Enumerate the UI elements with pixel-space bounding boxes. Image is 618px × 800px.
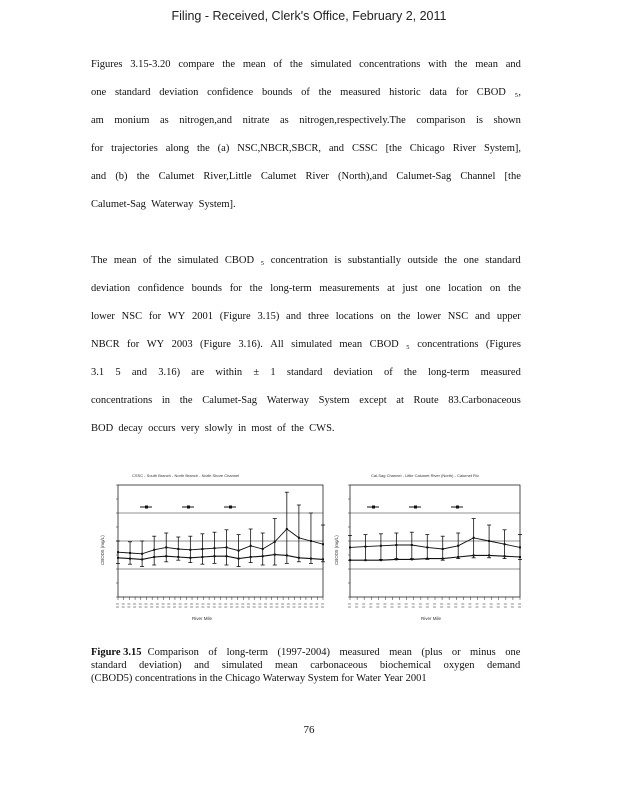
measured-mean-point	[504, 543, 506, 545]
word: confidence	[207, 87, 254, 98]
paragraph-line	[91, 359, 521, 387]
word: the	[249, 283, 263, 294]
word: the	[403, 367, 417, 378]
word: the	[158, 255, 172, 266]
word: carbonaceous	[310, 660, 368, 671]
word: concentrations	[417, 339, 479, 350]
simulated-mean-point	[322, 558, 324, 560]
simulated-mean-point	[189, 557, 191, 559]
measured-mean-point	[262, 548, 264, 550]
word: Calumet-Sag	[91, 199, 146, 210]
measured-mean-point	[349, 546, 351, 548]
word: on	[380, 311, 391, 322]
word: (Figure	[219, 311, 251, 322]
paragraph-line	[91, 247, 521, 275]
word: of	[143, 255, 152, 266]
word: 2001	[192, 311, 214, 322]
word: outside	[407, 255, 438, 266]
caption-line	[91, 659, 523, 672]
paragraph-line	[91, 135, 521, 163]
word: lower	[417, 311, 442, 322]
measured-mean-point	[201, 548, 203, 550]
simulated-mean-point	[380, 559, 382, 561]
paragraph-line	[91, 51, 521, 79]
word: ±	[253, 367, 260, 378]
word: (b)	[115, 171, 128, 182]
word: in	[238, 423, 247, 434]
word: are	[191, 367, 205, 378]
word: Waterway	[151, 199, 194, 210]
word: the	[291, 423, 304, 434]
word: River,Little	[203, 171, 252, 182]
word: Calumet-Sag	[202, 395, 258, 406]
word: BOD	[91, 423, 114, 434]
word: measured	[339, 647, 380, 658]
legend-marker	[456, 506, 459, 509]
word: (Figures	[485, 339, 521, 350]
paragraph-line	[91, 191, 521, 219]
word: except	[359, 395, 387, 406]
simulated-mean-point	[364, 559, 366, 561]
word: is	[334, 255, 342, 266]
measured-mean-point	[442, 548, 444, 550]
word: within	[215, 367, 243, 378]
word: simulated	[291, 339, 332, 350]
caption-line	[91, 646, 523, 659]
caption-line	[91, 672, 523, 685]
word: at	[396, 395, 404, 406]
word: mean	[275, 660, 298, 671]
chart-legend	[367, 506, 463, 509]
word: nitrogen,respectively.The	[299, 115, 406, 126]
word: measured	[340, 87, 381, 98]
word: the	[508, 283, 521, 294]
word: trajectories	[111, 143, 158, 154]
word: one	[505, 647, 521, 658]
word: ₅,	[514, 87, 521, 98]
word: three	[307, 311, 329, 322]
measured-mean-point	[426, 546, 428, 548]
word: of	[277, 423, 286, 434]
word: WY	[146, 339, 165, 350]
word: System	[318, 395, 350, 406]
simulated-mean-point	[129, 558, 131, 560]
word: bounds	[261, 87, 293, 98]
plot-area	[116, 485, 325, 607]
word: for	[455, 87, 468, 98]
x-axis-label: River Mile	[421, 616, 442, 621]
word: CBOD	[369, 339, 399, 350]
word: concentrations	[135, 673, 197, 684]
word: compare	[178, 59, 215, 70]
chart-calumet-sag-waterway	[327, 465, 527, 630]
word: the	[209, 673, 223, 684]
simulated-mean-point	[426, 558, 428, 560]
word: demand	[487, 660, 521, 671]
word: [the	[385, 143, 402, 154]
paragraph-line	[91, 79, 521, 107]
simulated-mean-point	[286, 554, 288, 556]
word: 5	[115, 367, 121, 378]
page-number: 76	[303, 724, 315, 736]
simulated-mean-point	[473, 554, 475, 556]
word: (plus	[421, 647, 443, 658]
word: NSC	[447, 311, 469, 322]
word: in	[198, 673, 208, 684]
word: with	[428, 59, 447, 70]
word: (CBOD5)	[91, 673, 133, 684]
simulated-mean-point	[519, 556, 521, 558]
simulated-mean-point	[117, 557, 119, 559]
word: at	[387, 283, 395, 294]
simulated-mean-point	[153, 556, 155, 558]
word: and	[194, 660, 210, 671]
legend-marker	[187, 506, 190, 509]
simulated-mean-point	[411, 558, 413, 560]
word: deviation	[333, 367, 373, 378]
measured-mean-point	[286, 528, 288, 530]
word: simulated	[310, 59, 352, 70]
word: standard	[114, 87, 151, 98]
word: Chicago	[225, 673, 261, 684]
word: 3.15-3.20	[130, 59, 171, 70]
word: simulated	[177, 255, 219, 266]
word: and	[328, 143, 345, 154]
word: for	[127, 339, 140, 350]
caption-text	[91, 672, 511, 685]
paragraph-line	[91, 275, 521, 303]
measured-mean-point	[364, 546, 366, 548]
word: is	[475, 115, 483, 126]
word: standard	[485, 255, 521, 266]
word: Figures	[91, 59, 123, 70]
word: confidence	[137, 283, 184, 294]
word: 2003	[171, 339, 193, 350]
measured-mean-point	[274, 541, 276, 543]
word: the	[397, 311, 411, 322]
word: standard	[91, 660, 127, 671]
word: and	[131, 367, 147, 378]
measured-mean-point	[298, 537, 300, 539]
word: locations	[335, 311, 374, 322]
word: nitrate	[242, 115, 270, 126]
word: concentrations	[91, 395, 153, 406]
word: Calumet-Sag	[396, 171, 452, 182]
word: the	[454, 59, 468, 70]
simulated-mean-point	[238, 558, 240, 560]
word: All	[270, 339, 284, 350]
figure-right	[327, 465, 527, 635]
word: and	[505, 59, 521, 70]
word: for	[229, 283, 242, 294]
measured-mean-point	[238, 550, 240, 552]
measured-mean-point	[395, 544, 397, 546]
word: NSC,NBCR,SBCR,	[237, 143, 321, 154]
measured-mean-point	[226, 546, 228, 548]
word: 3.16)	[158, 367, 181, 378]
word: am	[91, 115, 104, 126]
measured-mean-point	[250, 545, 252, 547]
word: one	[463, 255, 479, 266]
measured-mean-point	[117, 551, 119, 553]
word: ₅	[260, 255, 265, 266]
legend-marker	[414, 506, 417, 509]
word: nitrogen,and	[179, 115, 233, 126]
word: the	[318, 87, 332, 98]
simulated-mean-point	[141, 558, 143, 560]
paragraph-2	[91, 247, 521, 443]
word: mean	[113, 255, 137, 266]
word: the	[222, 59, 236, 70]
measured-mean-point	[129, 552, 131, 554]
legend-marker	[145, 506, 148, 509]
measured-mean-point	[153, 549, 155, 551]
word: of	[208, 647, 218, 658]
word: as	[279, 115, 289, 126]
paragraph-line	[91, 303, 521, 331]
word: River	[305, 171, 329, 182]
simulated-mean-point	[177, 556, 179, 558]
measured-mean-point	[310, 540, 312, 542]
word: Comparison	[147, 647, 199, 658]
measured-mean-line	[350, 538, 520, 549]
simulated-mean-point	[310, 558, 312, 560]
word: CSSC	[351, 143, 378, 154]
legend-marker	[229, 506, 232, 509]
word: The	[91, 255, 108, 266]
plot-area	[348, 485, 522, 607]
word: location	[448, 283, 483, 294]
word: decay	[118, 423, 143, 434]
simulated-mean-point	[226, 555, 228, 557]
word: CBOD	[476, 87, 506, 98]
word: or	[451, 647, 461, 658]
word: shown	[493, 115, 521, 126]
word: System],	[483, 143, 521, 154]
word: Water	[356, 673, 381, 684]
page-header: Filing - Received, Clerk's Office, February 2, 2011	[171, 9, 447, 23]
chart-chicago-river-system	[90, 465, 330, 630]
word: one	[425, 283, 441, 294]
measured-mean-point	[165, 546, 167, 548]
caption-text	[91, 659, 523, 672]
word: for	[341, 673, 354, 684]
word: of	[301, 87, 310, 98]
simulated-mean-point	[274, 554, 276, 556]
word: and	[91, 171, 107, 182]
measured-mean-point	[380, 545, 382, 547]
word: mean	[242, 59, 266, 70]
word: the	[179, 395, 193, 406]
word: for	[91, 143, 104, 154]
simulated-mean-point	[504, 555, 506, 557]
simulated-mean-point	[488, 554, 490, 556]
word: measurements	[319, 283, 380, 294]
word: bounds	[191, 283, 222, 294]
paragraph-line	[91, 163, 521, 191]
measured-mean-point	[473, 537, 475, 539]
simulated-mean-point	[457, 556, 459, 558]
word: the	[289, 59, 303, 70]
measured-mean-point	[488, 540, 490, 542]
word: data	[429, 87, 447, 98]
word: just	[402, 283, 418, 294]
measured-mean-point	[519, 546, 521, 548]
word: lower	[91, 311, 115, 322]
word: CBOD	[224, 255, 255, 266]
word: on	[489, 283, 501, 294]
word: in	[161, 395, 171, 406]
word: of	[383, 367, 393, 378]
word: Channel	[460, 171, 496, 182]
chart-legend	[140, 506, 236, 509]
word: upper	[496, 311, 521, 322]
word: WY	[167, 311, 186, 322]
word: the	[136, 171, 150, 182]
simulated-mean-point	[395, 558, 397, 560]
measured-mean-point	[141, 553, 143, 555]
simulated-mean-point	[442, 558, 444, 560]
simulated-mean-point	[298, 557, 300, 559]
word: minus	[470, 647, 496, 658]
measured-mean-point	[177, 548, 179, 550]
word: substantially	[347, 255, 401, 266]
word: mean	[389, 647, 412, 658]
word: Waterway	[262, 673, 306, 684]
word: biochemical	[379, 660, 432, 671]
paragraph-line	[91, 331, 521, 359]
word: and	[474, 311, 491, 322]
word: 3.1	[91, 367, 105, 378]
word: long-term	[270, 283, 312, 294]
simulated-mean-point	[201, 556, 203, 558]
paragraph-line	[91, 387, 521, 415]
word: slowly	[204, 423, 233, 434]
figure-left	[90, 465, 330, 635]
chart-title: CSSC - South Branch - North Branch - North Shore Channel	[132, 473, 240, 478]
figure-caption	[91, 646, 523, 685]
word: the	[196, 143, 210, 154]
word: deviation	[159, 87, 199, 98]
word: and	[286, 311, 302, 322]
x-axis-label: River Mile	[192, 616, 213, 621]
word: deviation	[91, 283, 131, 294]
word: most	[251, 423, 272, 434]
word: (1997-2004)	[277, 647, 330, 658]
word: concentrations	[359, 59, 421, 70]
word: standard	[286, 367, 323, 378]
word: deviation)	[139, 660, 182, 671]
word: Route	[413, 395, 439, 406]
word: concentration	[270, 255, 328, 266]
word: comparison	[416, 115, 466, 126]
chart-title: Cal-Sag Channel - Little Calumet River (North) - Calumet Riv	[371, 473, 479, 478]
word: Chicago	[409, 143, 445, 154]
measured-mean-point	[411, 544, 413, 546]
word: long-term	[226, 647, 268, 658]
word: [the	[504, 171, 521, 182]
word: one	[91, 87, 107, 98]
measured-mean-point	[322, 543, 324, 545]
paragraph-line	[91, 107, 521, 135]
word: mean	[475, 59, 498, 70]
word: as	[159, 115, 169, 126]
word: (a)	[217, 143, 230, 154]
simulated-mean-line	[350, 555, 520, 560]
word: ₅	[406, 339, 410, 350]
word: 2001	[405, 673, 427, 684]
word: mean	[339, 339, 363, 350]
simulated-mean-point	[165, 555, 167, 557]
word: Year	[383, 673, 403, 684]
word: oxygen	[443, 660, 475, 671]
caption-label: Figure 3.15	[91, 647, 142, 658]
y-axis-label: CBOD5 (mg/L)	[334, 535, 339, 565]
word: (Figure	[200, 339, 231, 350]
word: NBCR	[91, 339, 120, 350]
word: the	[444, 255, 458, 266]
word: 1	[270, 367, 276, 378]
word: 3.15)	[257, 311, 280, 322]
measured-mean-point	[457, 545, 459, 547]
word: of	[273, 59, 283, 70]
word: along	[165, 143, 190, 154]
simulated-mean-point	[250, 556, 252, 558]
legend-marker	[372, 506, 375, 509]
word: CWS.	[309, 423, 335, 434]
word: occurs	[148, 423, 176, 434]
paragraph-line	[91, 415, 521, 443]
word: System	[307, 673, 339, 684]
simulated-mean-point	[262, 555, 264, 557]
word: simulated	[221, 660, 263, 671]
measured-mean-point	[213, 547, 215, 549]
word: long-term	[427, 367, 470, 378]
paragraph-1	[91, 51, 521, 219]
word: Waterway	[266, 395, 309, 406]
word: (North),and	[338, 171, 388, 182]
word: measured	[480, 367, 521, 378]
word: for	[148, 311, 162, 322]
word: very	[180, 423, 200, 434]
measured-mean-point	[189, 549, 191, 551]
word: monium	[114, 115, 150, 126]
measured-mean-line	[118, 529, 323, 554]
y-axis-label: CBOD5 (mg/L)	[100, 535, 105, 565]
word: historic	[389, 87, 421, 98]
word: 83.Carbonaceous	[448, 395, 521, 406]
word: NSC	[121, 311, 143, 322]
word: 3.16).	[238, 339, 263, 350]
word: System].	[198, 199, 236, 210]
simulated-mean-point	[349, 559, 351, 561]
simulated-mean-point	[213, 555, 215, 557]
word: River	[452, 143, 477, 154]
caption-text	[148, 646, 523, 659]
word: Calumet	[158, 171, 195, 182]
word: Calumet	[260, 171, 297, 182]
simulated-mean-line	[118, 555, 323, 560]
